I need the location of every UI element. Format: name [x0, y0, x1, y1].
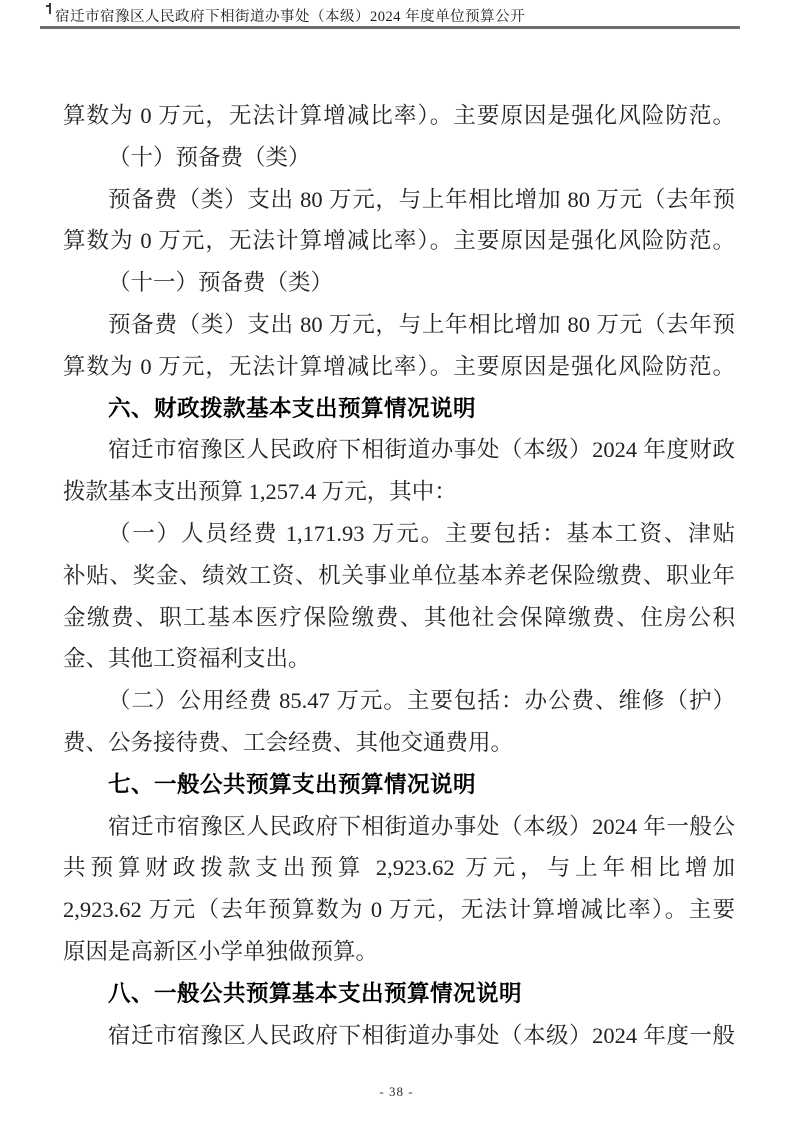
body-line: 预备费（类）支出 80 万元，与上年相比增加 80 万元（去年预 — [108, 311, 735, 337]
section-heading: 七、一般公共预算支出预算情况说明 — [108, 771, 477, 797]
section-heading: 八、一般公共预算基本支出预算情况说明 — [108, 980, 523, 1006]
body-line: 预备费（类）支出 80 万元，与上年相比增加 80 万元（去年预 — [108, 186, 735, 212]
body-line: 原因是高新区小学单独做预算。 — [63, 938, 379, 964]
body-line: 宿迁市宿豫区人民政府下相街道办事处（本级）2024 年度财政 — [108, 437, 735, 463]
body-line: 费、公务接待费、工会经费、其他交通费用。 — [63, 729, 514, 755]
section-heading: 六、财政拨款基本支出预算情况说明 — [108, 395, 477, 421]
body-line: （十）预备费（类） — [108, 144, 311, 170]
body-line: 金缴费、职工基本医疗保险缴费、其他社会保障缴费、住房公积 — [63, 604, 735, 630]
document-header-title: 宿迁市宿豫区人民政府下相街道办事处（本级）2024 年度单位预算公开 — [55, 9, 526, 25]
body-line: 共预算财政拨款支出预算 2,923.62 万元，与上年相比增加 — [63, 855, 735, 881]
body-line: 算数为 0 万元，无法计算增减比率）。主要原因是强化风险防范。 — [63, 228, 735, 254]
page-footer — [0, 1084, 793, 1100]
body-line: 算数为 0 万元，无法计算增减比率）。主要原因是强化风险防范。 — [63, 353, 735, 379]
document-body — [63, 95, 735, 1056]
body-line: 金、其他工资福利支出。 — [63, 646, 311, 672]
stray-scan-mark — [49, 3, 51, 14]
body-line: （一）人员经费 1,171.93 万元。主要包括：基本工资、津贴 — [108, 520, 735, 546]
body-line: 宿迁市宿豫区人民政府下相街道办事处（本级）2024 年度一般 — [108, 1022, 735, 1048]
page-number: - 38 - — [379, 1084, 414, 1099]
body-line: 2,923.62 万元（去年预算数为 0 万元，无法计算增减比率）。主要 — [63, 897, 735, 923]
body-line: 补贴、奖金、绩效工资、机关事业单位基本养老保险缴费、职业年 — [63, 562, 735, 588]
header-rule — [40, 26, 740, 29]
body-line: 宿迁市宿豫区人民政府下相街道办事处（本级）2024 年一般公 — [108, 813, 735, 839]
body-line: （十一）预备费（类） — [108, 270, 334, 296]
body-line: 算数为 0 万元，无法计算增减比率）。主要原因是强化风险防范。 — [63, 103, 735, 128]
body-line: 拨款基本支出预算 1,257.4 万元，其中： — [63, 479, 457, 505]
body-line: （二）公用经费 85.47 万元。主要包括：办公费、维修（护） — [108, 688, 735, 714]
